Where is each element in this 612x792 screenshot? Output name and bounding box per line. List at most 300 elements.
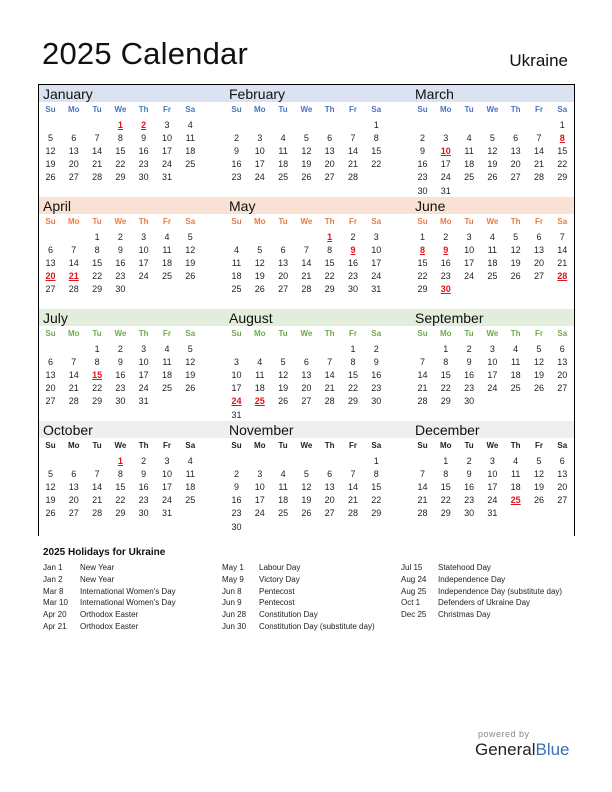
weekday-label: Sa xyxy=(371,105,382,114)
holiday-date-label: Jun 30 xyxy=(222,621,247,631)
calendar-day: 5 xyxy=(536,456,542,466)
calendar-day: 9 xyxy=(141,133,147,144)
holiday-date-label: Dec 25 xyxy=(401,610,427,620)
calendar-day: 25 xyxy=(231,284,242,295)
calendar-day: 4 xyxy=(164,232,170,242)
calendar-day: 9 xyxy=(117,357,123,368)
calendar-day: 25 xyxy=(464,172,475,183)
weekday-label: Sa xyxy=(371,329,382,338)
calendar-day: 13 xyxy=(533,245,544,256)
calendar-day: 22 xyxy=(557,159,568,170)
calendar-day: 13 xyxy=(557,469,568,480)
calendar-day: 9 xyxy=(233,482,239,493)
holiday-date: 2 xyxy=(141,120,147,130)
calendar-day: 26 xyxy=(254,284,265,295)
calendar-day: 30 xyxy=(231,521,242,532)
weekday-label: Fr xyxy=(349,217,357,226)
month-name: April xyxy=(43,198,72,214)
calendar-day: 6 xyxy=(47,245,53,256)
weekday-label: Mo xyxy=(68,217,80,226)
calendar-day: 16 xyxy=(347,258,358,269)
calendar-day: 14 xyxy=(301,258,312,269)
calendar-day: 22 xyxy=(371,159,382,170)
calendar-day: 15 xyxy=(371,146,382,157)
calendar-day: 4 xyxy=(187,456,193,466)
calendar-day: 1 xyxy=(443,344,449,354)
weekday-label: Tu xyxy=(92,441,102,450)
calendar-day: 7 xyxy=(350,469,356,480)
calendar-day: 3 xyxy=(141,232,147,242)
weekday-label: Mo xyxy=(254,217,266,226)
calendar-day: 4 xyxy=(164,344,170,354)
calendar-day: 20 xyxy=(45,383,56,394)
holiday-item xyxy=(222,621,402,633)
calendar-day: 29 xyxy=(417,284,428,295)
generalblue-logo[interactable] xyxy=(475,740,570,760)
holiday-date: 9 xyxy=(350,245,356,256)
calendar-day: 15 xyxy=(557,146,568,157)
holidays-title: 2025 Holidays for Ukraine xyxy=(43,547,166,558)
calendar-day: 27 xyxy=(510,172,521,183)
calendar-day: 12 xyxy=(185,245,196,256)
calendar-day: 19 xyxy=(278,383,289,394)
weekday-header xyxy=(411,217,586,229)
holiday-name: International Women's Day xyxy=(80,598,176,608)
calendar-day: 21 xyxy=(347,159,358,170)
calendar-day: 20 xyxy=(68,159,79,170)
calendar-day: 22 xyxy=(417,271,428,282)
calendar-day: 5 xyxy=(489,133,495,144)
weekday-label: Tu xyxy=(464,105,474,114)
holiday-name: Pentecost xyxy=(259,598,295,608)
weekday-header xyxy=(39,105,214,117)
holiday-name: Statehood Day xyxy=(438,563,491,572)
calendar-day: 27 xyxy=(557,383,568,394)
calendar-day: 12 xyxy=(510,245,521,256)
calendar-day: 8 xyxy=(443,357,449,368)
weekday-label: Th xyxy=(138,217,149,226)
weekday-label: Su xyxy=(231,441,242,450)
calendar-day: 7 xyxy=(327,357,333,368)
weekday-label: Tu xyxy=(278,105,288,114)
calendar-day: 19 xyxy=(510,258,521,269)
weekday-label: Mo xyxy=(254,441,266,450)
calendar-day: 11 xyxy=(511,469,521,480)
calendar-day: 16 xyxy=(464,482,475,493)
weekday-label: Su xyxy=(231,329,242,338)
calendar-day: 24 xyxy=(138,383,149,394)
calendar-day: 19 xyxy=(45,495,56,506)
calendar-day: 22 xyxy=(115,495,126,506)
calendar-day: 26 xyxy=(510,271,521,282)
calendar-day: 28 xyxy=(417,508,428,519)
quarter-band xyxy=(39,309,574,326)
calendar-day: 18 xyxy=(464,159,475,170)
weekday-label: Tu xyxy=(278,217,288,226)
weekday-label: Th xyxy=(138,441,149,450)
month-name: February xyxy=(229,86,286,102)
weekday-label: Th xyxy=(138,329,149,338)
calendar-day: 19 xyxy=(301,159,312,170)
calendar-day: 27 xyxy=(45,284,56,295)
weekday-label: Mo xyxy=(68,441,80,450)
calendar-day: 2 xyxy=(419,133,425,144)
calendar-day: 23 xyxy=(138,159,149,170)
calendar-day: 16 xyxy=(138,482,149,493)
weekday-label: Th xyxy=(510,441,521,450)
holiday-date: 10 xyxy=(440,146,451,157)
calendar-day: 27 xyxy=(324,172,335,183)
weekday-label: We xyxy=(486,217,499,226)
calendar-day: 13 xyxy=(68,146,79,157)
calendar-day: 27 xyxy=(278,284,289,295)
calendar-day: 8 xyxy=(117,133,123,144)
calendar-day: 22 xyxy=(371,495,382,506)
calendar-day: 30 xyxy=(464,508,475,519)
calendar-day: 14 xyxy=(347,482,358,493)
calendar-day: 6 xyxy=(71,469,77,480)
weekday-label: Fr xyxy=(163,441,171,450)
calendar-day: 6 xyxy=(327,133,333,144)
calendar-day: 24 xyxy=(254,172,265,183)
calendar-day: 19 xyxy=(301,495,312,506)
holiday-item xyxy=(43,621,223,633)
calendar-day: 24 xyxy=(487,495,498,506)
holiday-name: Christmas Day xyxy=(438,610,491,620)
calendar-day: 23 xyxy=(440,271,451,282)
calendar-day: 22 xyxy=(92,383,103,394)
calendar-day: 27 xyxy=(533,271,544,282)
calendar-day: 5 xyxy=(257,245,263,256)
holiday-name: Orthodox Easter xyxy=(80,621,139,631)
calendar-day: 9 xyxy=(233,146,239,157)
holiday-date-label: Aug 24 xyxy=(401,574,427,584)
calendar-day: 14 xyxy=(417,482,428,493)
calendar-day: 7 xyxy=(71,357,77,368)
calendar-day: 10 xyxy=(138,245,149,256)
calendar-day: 16 xyxy=(440,258,451,269)
calendar-day: 18 xyxy=(231,271,242,282)
calendar-day: 24 xyxy=(440,172,451,183)
calendar-day: 18 xyxy=(510,370,521,381)
calendar-day: 3 xyxy=(373,232,379,242)
calendar-day: 21 xyxy=(417,383,428,394)
weekday-label: Tu xyxy=(464,441,474,450)
calendar-day: 23 xyxy=(115,271,126,282)
calendar-day: 27 xyxy=(301,396,312,407)
calendar-day: 11 xyxy=(231,258,242,269)
calendar-day: 25 xyxy=(185,495,196,506)
calendar-day: 6 xyxy=(559,344,565,354)
calendar-day: 2 xyxy=(373,344,379,354)
calendar-day: 29 xyxy=(440,396,451,407)
weekday-label: Fr xyxy=(535,105,543,114)
calendar-day: 6 xyxy=(327,469,333,480)
calendar-day: 6 xyxy=(71,133,77,144)
calendar-day: 3 xyxy=(257,469,263,480)
calendar-day: 23 xyxy=(371,383,382,394)
weekday-label: We xyxy=(486,105,499,114)
calendar-day: 29 xyxy=(347,396,358,407)
holidays-column-3 xyxy=(401,562,573,621)
weekday-label: Th xyxy=(324,441,335,450)
calendar-day: 28 xyxy=(533,172,544,183)
calendar-day: 5 xyxy=(280,357,286,368)
calendar-day: 31 xyxy=(440,185,451,196)
calendar-day: 15 xyxy=(115,482,126,493)
calendar-day: 12 xyxy=(185,357,196,368)
powered-by-label: powered by xyxy=(478,729,530,739)
calendar-day: 31 xyxy=(161,508,172,519)
weekday-label: Fr xyxy=(535,441,543,450)
calendar-day: 14 xyxy=(92,146,103,157)
weekday-label: Sa xyxy=(185,217,196,226)
weekday-header xyxy=(225,105,400,117)
calendar-day: 14 xyxy=(324,370,335,381)
calendar-day: 22 xyxy=(440,495,451,506)
calendar-day: 17 xyxy=(487,482,498,493)
holiday-item xyxy=(222,562,402,574)
calendar-day: 16 xyxy=(231,159,242,170)
weekday-label: Fr xyxy=(163,105,171,114)
calendar-day: 8 xyxy=(373,469,379,480)
holiday-date: 8 xyxy=(419,245,425,256)
calendar-day: 26 xyxy=(185,271,196,282)
weekday-header xyxy=(411,105,586,117)
holiday-date-label: Jun 8 xyxy=(222,586,242,596)
calendar-day: 8 xyxy=(327,245,333,256)
weekday-label: Th xyxy=(510,217,521,226)
holiday-date-label: Aug 25 xyxy=(401,586,427,596)
weekday-label: Su xyxy=(45,329,56,338)
holiday-item xyxy=(43,574,223,586)
holiday-date-label: Oct 1 xyxy=(401,598,421,608)
page-title: 2025 Calendar xyxy=(42,36,248,71)
calendar-day: 8 xyxy=(94,245,100,256)
calendar-day: 23 xyxy=(138,495,149,506)
calendar-day: 30 xyxy=(138,172,149,183)
holiday-date: 9 xyxy=(443,245,449,256)
calendar-day: 5 xyxy=(47,133,53,144)
weekday-label: Th xyxy=(138,105,149,114)
weekday-header xyxy=(411,329,586,341)
calendar-day: 31 xyxy=(231,409,242,420)
weekday-header xyxy=(39,329,214,341)
calendar-day: 29 xyxy=(440,508,451,519)
holiday-date-label: Jul 15 xyxy=(401,563,423,572)
month-name: July xyxy=(43,310,68,326)
calendar-day: 7 xyxy=(419,357,425,368)
quarter-band xyxy=(39,85,574,102)
holiday-date: 8 xyxy=(559,133,565,144)
month-name: October xyxy=(43,422,93,438)
calendar-day: 6 xyxy=(513,133,519,144)
calendar-day: 26 xyxy=(533,383,544,394)
calendar-day: 13 xyxy=(324,146,335,157)
calendar-day: 22 xyxy=(92,271,103,282)
calendar-day: 16 xyxy=(417,159,428,170)
calendar-day: 5 xyxy=(303,469,309,480)
calendar-day: 7 xyxy=(71,245,77,256)
holiday-date: 1 xyxy=(117,456,123,466)
calendar-day: 13 xyxy=(301,370,312,381)
calendar-day: 10 xyxy=(161,469,172,480)
calendar-day: 21 xyxy=(533,159,544,170)
calendar-day: 10 xyxy=(464,245,475,256)
weekday-label: Mo xyxy=(254,329,266,338)
calendar-day: 4 xyxy=(513,344,519,354)
calendar-day: 13 xyxy=(278,258,289,269)
calendar-day: 15 xyxy=(92,258,103,269)
quarter-band xyxy=(39,421,574,438)
calendar-day: 10 xyxy=(161,133,172,144)
month-name: August xyxy=(229,310,273,326)
calendar-day: 11 xyxy=(278,146,288,157)
holiday-date-label: May 9 xyxy=(222,574,244,584)
calendar-day: 1 xyxy=(443,456,449,466)
calendar-day: 12 xyxy=(533,357,544,368)
calendar-day: 4 xyxy=(489,232,495,242)
weekday-label: Tu xyxy=(278,441,288,450)
holiday-date-label: Jan 2 xyxy=(43,574,63,584)
holiday-date: 21 xyxy=(68,271,79,282)
calendar-day: 31 xyxy=(138,396,149,407)
calendar-day: 21 xyxy=(301,271,312,282)
calendar-day: 27 xyxy=(68,172,79,183)
calendar-day: 5 xyxy=(47,469,53,480)
calendar-day: 5 xyxy=(513,232,519,242)
calendar-day: 29 xyxy=(557,172,568,183)
holiday-item xyxy=(43,609,223,621)
holiday-date-label: Mar 8 xyxy=(43,586,64,596)
calendar-day: 16 xyxy=(115,258,126,269)
calendar-day: 4 xyxy=(257,357,263,368)
calendar-day: 19 xyxy=(185,370,196,381)
quarter-row-1 xyxy=(39,85,574,197)
weekday-label: Th xyxy=(324,105,335,114)
calendar-day: 15 xyxy=(115,146,126,157)
calendar-day: 13 xyxy=(45,370,56,381)
calendar-day: 6 xyxy=(303,357,309,368)
holiday-name: Pentecost xyxy=(259,586,295,596)
calendar-day: 22 xyxy=(347,383,358,394)
calendar-day: 3 xyxy=(164,120,170,130)
calendar-day: 7 xyxy=(303,245,309,256)
calendar-grid xyxy=(39,85,574,533)
calendar-day: 23 xyxy=(231,172,242,183)
weekday-header xyxy=(411,441,586,453)
calendar-day: 26 xyxy=(185,383,196,394)
weekday-label: Sa xyxy=(557,329,568,338)
calendar-day: 27 xyxy=(68,508,79,519)
calendar-day: 17 xyxy=(161,146,172,157)
calendar-day: 7 xyxy=(559,232,565,242)
holiday-date: 1 xyxy=(117,120,123,130)
calendar-day: 9 xyxy=(466,469,472,480)
calendar-day: 20 xyxy=(301,383,312,394)
calendar-day: 19 xyxy=(185,258,196,269)
weekday-label: Su xyxy=(417,217,428,226)
calendar-day: 4 xyxy=(187,120,193,130)
weekday-label: Sa xyxy=(371,441,382,450)
weekday-label: Fr xyxy=(535,329,543,338)
weekday-label: Fr xyxy=(163,329,171,338)
weekday-label: Su xyxy=(417,441,428,450)
weekday-label: We xyxy=(486,441,499,450)
calendar-day: 23 xyxy=(464,383,475,394)
weekday-label: Tu xyxy=(278,329,288,338)
calendar-day: 31 xyxy=(487,508,498,519)
calendar-day: 14 xyxy=(347,146,358,157)
calendar-day: 16 xyxy=(371,370,382,381)
calendar-day: 24 xyxy=(464,271,475,282)
calendar-day: 17 xyxy=(138,370,149,381)
calendar-day: 8 xyxy=(443,469,449,480)
weekday-label: Sa xyxy=(557,441,568,450)
calendar-day: 28 xyxy=(347,508,358,519)
calendar-day: 18 xyxy=(161,370,172,381)
calendar-day: 22 xyxy=(324,271,335,282)
holiday-date: 15 xyxy=(92,370,103,381)
holiday-item xyxy=(401,609,573,621)
country-label: Ukraine xyxy=(509,51,568,70)
calendar-day: 25 xyxy=(510,383,521,394)
calendar-day: 15 xyxy=(324,258,335,269)
calendar-day: 10 xyxy=(371,245,382,256)
calendar-day: 3 xyxy=(443,133,449,144)
calendar-day: 21 xyxy=(417,495,428,506)
calendar-day: 20 xyxy=(324,495,335,506)
weekday-label: Tu xyxy=(464,329,474,338)
calendar-day: 12 xyxy=(301,146,312,157)
quarter-band xyxy=(39,197,574,214)
weekday-label: We xyxy=(300,217,313,226)
weekday-label: Th xyxy=(510,105,521,114)
calendar-day: 24 xyxy=(371,271,382,282)
calendar-day: 6 xyxy=(536,232,542,242)
holiday-name: Defenders of Ukraine Day xyxy=(438,598,531,608)
calendar-day: 15 xyxy=(440,482,451,493)
calendar-day: 19 xyxy=(254,271,265,282)
month-name: November xyxy=(229,422,294,438)
calendar-day: 24 xyxy=(161,159,172,170)
weekday-label: Fr xyxy=(163,217,171,226)
calendar-day: 18 xyxy=(185,146,196,157)
calendar-day: 7 xyxy=(94,469,100,480)
weekday-header xyxy=(225,217,400,229)
quarter-row-4 xyxy=(39,421,574,533)
holiday-item xyxy=(401,586,573,598)
calendar-day: 30 xyxy=(347,284,358,295)
calendar-day: 12 xyxy=(533,469,544,480)
calendar-day: 5 xyxy=(303,133,309,144)
calendar-day: 27 xyxy=(324,508,335,519)
calendar-day: 17 xyxy=(464,258,475,269)
calendar-day: 26 xyxy=(487,172,498,183)
holiday-date: 20 xyxy=(45,271,56,282)
calendar-day: 4 xyxy=(233,245,239,256)
calendar-day: 30 xyxy=(371,396,382,407)
calendar-day: 28 xyxy=(324,396,335,407)
calendar-day: 18 xyxy=(278,495,289,506)
calendar-day: 23 xyxy=(231,508,242,519)
calendar-day: 10 xyxy=(487,357,498,368)
holiday-name: International Women's Day xyxy=(80,586,176,596)
calendar-day: 7 xyxy=(350,133,356,144)
calendar-day: 8 xyxy=(373,133,379,144)
calendar-day: 1 xyxy=(350,344,356,354)
calendar-day: 26 xyxy=(301,508,312,519)
